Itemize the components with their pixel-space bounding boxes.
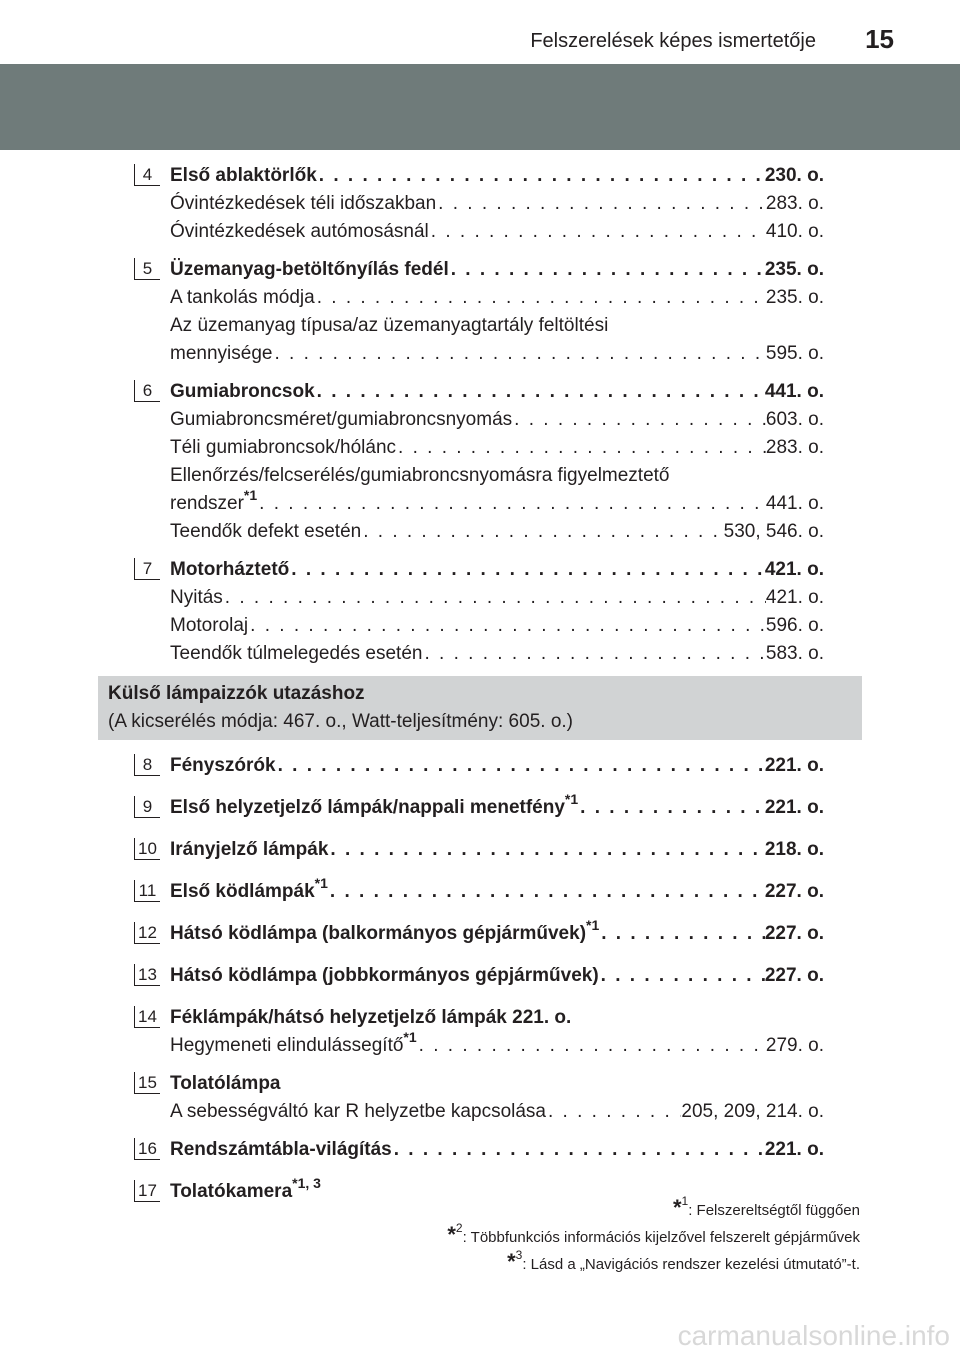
toc-line-label: Ellenőrzés/felcserélés/gumiabroncsnyomásra figyelmeztető bbox=[170, 465, 670, 486]
toc-line-text bbox=[170, 916, 600, 948]
footnote-ref: *1, 3 bbox=[292, 1174, 321, 1191]
toc-line-text bbox=[170, 462, 670, 490]
dot-leader bbox=[272, 340, 765, 368]
toc-line[interactable] bbox=[170, 486, 824, 518]
toc-line-text bbox=[170, 584, 223, 612]
dot-leader bbox=[436, 190, 766, 218]
toc-line-text bbox=[170, 640, 422, 668]
toc-entry bbox=[134, 790, 824, 822]
toc-line-label: Az üzemanyag típusa/az üzemanyagtartály feltöltési bbox=[170, 315, 609, 336]
item-number-badge: 15 bbox=[134, 1072, 160, 1094]
toc-line-text bbox=[170, 1136, 392, 1164]
toc-line-label: Motorháztető bbox=[170, 559, 290, 580]
page-reference: 283. o. bbox=[765, 193, 824, 214]
toc-entry bbox=[134, 916, 824, 948]
toc-line-label: Óvintézkedések téli időszakban bbox=[170, 193, 437, 214]
toc-line-label: Teendők túlmelegedés esetén bbox=[170, 643, 423, 664]
toc-line[interactable] bbox=[170, 256, 824, 284]
toc-line[interactable] bbox=[170, 916, 824, 948]
toc-entry bbox=[134, 1070, 824, 1126]
toc-line[interactable] bbox=[170, 218, 824, 246]
toc-line-label: Rendszámtábla-világítás bbox=[170, 1139, 392, 1160]
toc-line[interactable] bbox=[170, 790, 824, 822]
page-reference: 595. o. bbox=[765, 343, 824, 364]
entry-lines bbox=[170, 162, 824, 246]
entry-lines bbox=[170, 962, 824, 990]
page-reference: 410. o. bbox=[765, 221, 824, 242]
toc-line-text bbox=[170, 312, 608, 340]
footnote-text: : Többfunkciós információs kijelzővel felszerelt gépjárművek bbox=[462, 1229, 860, 1246]
toc-line[interactable] bbox=[170, 874, 824, 906]
footnotes bbox=[447, 1196, 860, 1277]
toc-line-text bbox=[170, 1174, 321, 1206]
page-reference: 279. o. bbox=[765, 1035, 824, 1056]
toc-line-text bbox=[170, 486, 258, 518]
toc-entry bbox=[134, 162, 824, 246]
dot-leader bbox=[361, 518, 723, 546]
dot-leader bbox=[396, 434, 766, 462]
footnote-text: : Felszereltségtől függően bbox=[688, 1202, 860, 1219]
section-subtitle: (A kicserélés módja: 467. o., Watt-teljesítmény: 605. o.) bbox=[108, 711, 573, 732]
footnote-ref: *1 bbox=[243, 486, 258, 503]
entry-lines bbox=[170, 874, 824, 906]
item-number-badge: 16 bbox=[134, 1138, 160, 1160]
page-reference: 441. o. bbox=[764, 381, 824, 402]
footnote-number: 3 bbox=[515, 1248, 523, 1262]
footnote-text: : Lásd a „Navigációs rendszer kezelési útmutató”-t. bbox=[522, 1256, 860, 1273]
dot-leader bbox=[289, 556, 765, 584]
footnote bbox=[447, 1250, 860, 1277]
entry-lines bbox=[170, 790, 824, 822]
toc-line[interactable] bbox=[170, 556, 824, 584]
page-reference: 283. o. bbox=[765, 437, 824, 458]
toc-line[interactable] bbox=[170, 462, 824, 490]
footnote-ref: *1 bbox=[314, 874, 328, 891]
toc-line-label: Hátsó ködlámpa (balkormányos gépjárművek) bbox=[170, 923, 587, 944]
toc-line-label: Teendők defekt esetén bbox=[170, 521, 362, 542]
item-number-badge: 9 bbox=[134, 796, 160, 818]
toc-line-text bbox=[170, 612, 248, 640]
toc-entry bbox=[134, 874, 824, 906]
footnote-ref: *1 bbox=[564, 790, 579, 807]
page-reference: 421. o. bbox=[764, 559, 824, 580]
toc-line-text bbox=[170, 378, 315, 406]
toc-line-label: Gumiabroncsok bbox=[170, 381, 315, 402]
toc-line-label: Féklámpák/hátsó helyzetjelző lámpák 221. o. bbox=[170, 1007, 572, 1028]
toc-line-text bbox=[170, 218, 429, 246]
page-reference: 218. o. bbox=[764, 839, 824, 860]
page-reference: 221. o. bbox=[764, 1139, 824, 1160]
page-reference: 583. o. bbox=[765, 643, 824, 664]
toc-line-label: A sebességváltó kar R helyzetbe kapcsolása bbox=[170, 1101, 546, 1122]
toc-line-label: Téli gumiabroncsok/hólánc bbox=[170, 437, 397, 458]
toc-line-label: Fényszórók bbox=[170, 755, 276, 776]
toc-entry bbox=[134, 378, 824, 546]
toc-line[interactable] bbox=[170, 434, 824, 462]
dot-leader bbox=[417, 1032, 766, 1060]
dot-leader bbox=[578, 794, 765, 822]
toc-line[interactable] bbox=[170, 962, 824, 990]
toc-line-label: Első helyzetjelző lámpák/nappali menetfény bbox=[170, 797, 565, 818]
item-number-badge: 10 bbox=[134, 838, 160, 860]
toc-line[interactable] bbox=[170, 162, 824, 190]
footnote-number: 1 bbox=[681, 1194, 689, 1208]
page-reference: 227. o. bbox=[764, 965, 824, 986]
page-reference: 221. o. bbox=[764, 797, 824, 818]
toc-line-text bbox=[170, 406, 512, 434]
page-reference: 530, 546. o. bbox=[723, 521, 824, 542]
toc-line-text bbox=[170, 190, 436, 218]
toc-line-text bbox=[170, 434, 396, 462]
page-title: Felszerelések képes ismertetője bbox=[530, 30, 816, 52]
toc-entry bbox=[134, 752, 824, 780]
page-reference: 596. o. bbox=[765, 615, 824, 636]
toc-line-text bbox=[170, 1070, 281, 1098]
item-number-badge: 13 bbox=[134, 964, 160, 986]
toc-line[interactable] bbox=[170, 584, 824, 612]
dot-leader bbox=[422, 640, 765, 668]
toc-line-label: Motorolaj bbox=[170, 615, 249, 636]
item-number-badge: 7 bbox=[134, 558, 160, 580]
dot-leader bbox=[546, 1098, 681, 1126]
item-number-badge: 8 bbox=[134, 754, 160, 776]
page-reference: 221. o. bbox=[764, 755, 824, 776]
toc-group-2 bbox=[134, 752, 824, 1220]
entry-lines bbox=[170, 836, 824, 864]
toc-line-text bbox=[170, 556, 289, 584]
toc-line-text bbox=[170, 518, 361, 546]
footnote bbox=[447, 1223, 860, 1250]
toc-line-text bbox=[170, 962, 599, 990]
toc-group-1 bbox=[134, 162, 824, 678]
footnote-ref: *1 bbox=[403, 1028, 417, 1045]
entry-lines bbox=[170, 378, 824, 546]
section-box bbox=[98, 676, 862, 740]
toc-line[interactable] bbox=[170, 284, 824, 312]
dot-leader bbox=[248, 612, 766, 640]
dot-leader bbox=[257, 490, 766, 518]
item-number-badge: 12 bbox=[134, 922, 160, 944]
toc-line-label: Első ablaktörlők bbox=[170, 165, 317, 186]
toc-line[interactable] bbox=[170, 1028, 824, 1060]
toc-line[interactable] bbox=[170, 1070, 824, 1098]
header-banner bbox=[0, 64, 960, 150]
toc-line-label: Hegymeneti elindulássegítő bbox=[170, 1035, 404, 1056]
footnote-star: * bbox=[507, 1249, 516, 1274]
toc-line[interactable] bbox=[170, 1004, 824, 1032]
page-reference: 603. o. bbox=[765, 409, 824, 430]
toc-line-label: rendszer bbox=[170, 493, 244, 514]
page-reference: 205, 209, 214. o. bbox=[681, 1101, 824, 1122]
item-number-badge: 5 bbox=[134, 258, 160, 280]
toc-line-text bbox=[170, 256, 449, 284]
footnote-star: * bbox=[447, 1222, 456, 1247]
toc-line-label: Hátsó ködlámpa (jobbkormányos gépjárművek) bbox=[170, 965, 599, 986]
toc-entry bbox=[134, 836, 824, 864]
page-reference: 235. o. bbox=[764, 259, 824, 280]
toc-line-text bbox=[170, 1004, 571, 1032]
toc-line[interactable] bbox=[170, 378, 824, 406]
item-number-badge: 4 bbox=[134, 164, 160, 186]
page-reference: 230. o. bbox=[764, 165, 824, 186]
toc-line-text bbox=[170, 790, 579, 822]
toc-line[interactable] bbox=[170, 1136, 824, 1164]
item-number-badge: 11 bbox=[134, 880, 160, 902]
item-number-badge: 14 bbox=[134, 1006, 160, 1028]
dot-leader bbox=[328, 836, 764, 864]
toc-entry bbox=[134, 1004, 824, 1060]
section-title: Külső lámpaizzók utazáshoz bbox=[108, 683, 365, 704]
toc-line-label: Irányjelző lámpák bbox=[170, 839, 329, 860]
dot-leader bbox=[599, 920, 765, 948]
footnote-ref: *1 bbox=[586, 916, 600, 933]
toc-line-label: A tankolás módja bbox=[170, 287, 315, 308]
dot-leader bbox=[449, 256, 765, 284]
toc-line-text bbox=[170, 1098, 546, 1126]
page-reference: 421. o. bbox=[765, 587, 824, 608]
item-number-badge: 6 bbox=[134, 380, 160, 402]
entry-lines bbox=[170, 916, 824, 948]
page-header bbox=[0, 0, 960, 64]
watermark: carmanualsonline.info bbox=[677, 1320, 950, 1351]
footnote-star: * bbox=[672, 1195, 682, 1220]
entry-lines bbox=[170, 256, 824, 368]
toc-line-label: Tolatókamera bbox=[170, 1181, 293, 1202]
toc-line-label: Gumiabroncsméret/gumiabroncsnyomás bbox=[170, 409, 513, 430]
dot-leader bbox=[599, 962, 765, 990]
toc-line[interactable] bbox=[170, 752, 824, 780]
toc-entry bbox=[134, 962, 824, 990]
toc-line[interactable] bbox=[170, 406, 824, 434]
toc-line[interactable] bbox=[170, 612, 824, 640]
toc-line-text bbox=[170, 284, 315, 312]
dot-leader bbox=[276, 752, 765, 780]
toc-line-text bbox=[170, 162, 317, 190]
dot-leader bbox=[315, 284, 766, 312]
page-reference: 441. o. bbox=[765, 493, 824, 514]
dot-leader bbox=[315, 378, 765, 406]
dot-leader bbox=[429, 218, 766, 246]
toc-line-text bbox=[170, 874, 328, 906]
toc-line-label: Üzemanyag-betöltőnyílás fedél bbox=[170, 259, 449, 280]
toc-line[interactable] bbox=[170, 312, 824, 340]
dot-leader bbox=[512, 406, 766, 434]
entry-lines bbox=[170, 1070, 824, 1126]
entry-lines bbox=[170, 1004, 824, 1060]
entry-lines bbox=[170, 556, 824, 668]
page-number: 15 bbox=[865, 24, 894, 54]
page-reference: 227. o. bbox=[764, 923, 824, 944]
footnote bbox=[447, 1196, 860, 1223]
toc-line-label: Óvintézkedések autómosásnál bbox=[170, 221, 429, 242]
footnote-number: 2 bbox=[455, 1221, 463, 1235]
toc-line[interactable] bbox=[170, 836, 824, 864]
dot-leader bbox=[328, 878, 765, 906]
toc-entry bbox=[134, 556, 824, 668]
page-reference: 235. o. bbox=[765, 287, 824, 308]
toc-line-label: Nyitás bbox=[170, 587, 223, 608]
toc-line[interactable] bbox=[170, 518, 824, 546]
toc-line[interactable] bbox=[170, 1098, 824, 1126]
toc-entry bbox=[134, 1136, 824, 1164]
dot-leader bbox=[223, 584, 766, 612]
toc-line-label: Első ködlámpák bbox=[170, 881, 315, 902]
toc-line[interactable] bbox=[170, 640, 824, 668]
toc-line[interactable] bbox=[170, 190, 824, 218]
entry-lines bbox=[170, 1136, 824, 1164]
toc-line-label: Tolatólámpa bbox=[170, 1073, 281, 1094]
toc-entry bbox=[134, 256, 824, 368]
dot-leader bbox=[392, 1136, 765, 1164]
toc-line[interactable] bbox=[170, 340, 824, 368]
page-reference: 227. o. bbox=[764, 881, 824, 902]
toc-line-text bbox=[170, 752, 276, 780]
item-number-badge: 17 bbox=[134, 1180, 160, 1202]
toc-line-text bbox=[170, 836, 328, 864]
entry-lines bbox=[170, 752, 824, 780]
toc-line-text bbox=[170, 1028, 417, 1060]
dot-leader bbox=[317, 162, 765, 190]
toc-line-text bbox=[170, 340, 272, 368]
toc-line-label: mennyisége bbox=[170, 343, 273, 364]
